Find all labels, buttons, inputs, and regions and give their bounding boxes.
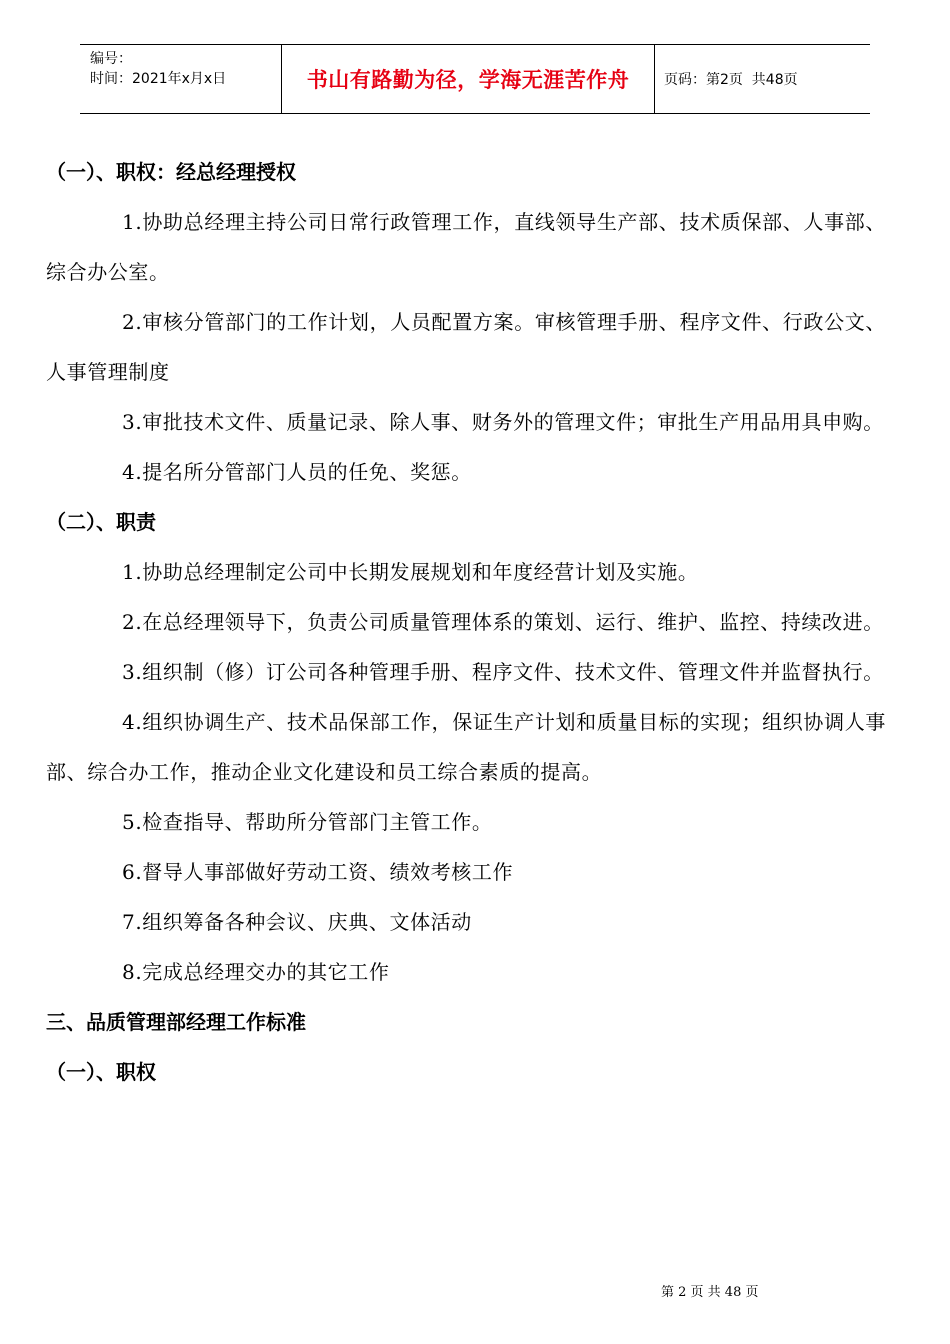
body-paragraph: 2.在总经理领导下，负责公司质量管理体系的策划、运行、维护、监控、持续改进。 bbox=[122, 610, 884, 634]
header-meta-cell bbox=[80, 45, 282, 113]
body-paragraph: 5.检查指导、帮助所分管部门主管工作。 bbox=[122, 810, 493, 834]
body-paragraph: 3.审批技术文件、质量记录、除人事、财务外的管理文件；审批生产用品用具申购。 bbox=[122, 410, 884, 434]
document-time-label: 时间：2021年x月x日 bbox=[90, 71, 227, 87]
body-paragraph: 1.协助总经理制定公司中长期发展规划和年度经营计划及实施。 bbox=[122, 560, 699, 584]
section-heading: （二）、职责 bbox=[46, 510, 156, 534]
body-paragraph: 4.提名所分管部门人员的任免、奖惩。 bbox=[122, 460, 472, 484]
header-motto-cell bbox=[282, 45, 655, 113]
page-footer: 第 2 页 共 48 页 bbox=[661, 1285, 759, 1300]
section-heading: （一）、职权：经总经理授权 bbox=[46, 160, 296, 184]
body-paragraph: 7.组织筹备各种会议、庆典、文体活动 bbox=[122, 910, 472, 934]
body-paragraph: 2.审核分管部门的工作计划，人员配置方案。审核管理手册、程序文件、行政公文、人事管理制度 bbox=[46, 310, 886, 384]
header-page-cell bbox=[655, 45, 870, 113]
header-motto: 书山有路勤为径，学海无涯苦作舟 bbox=[306, 68, 630, 92]
body-paragraph: 3.组织制（修）订公司各种管理手册、程序文件、技术文件、管理文件并监督执行。 bbox=[122, 660, 884, 684]
document-number-label: 编号： bbox=[90, 51, 132, 67]
body-paragraph: 4.组织协调生产、技术品保部工作，保证生产计划和质量目标的实现；组织协调人事部、综合办工作，推动企业文化建设和员工综合素质的提高。 bbox=[46, 710, 886, 784]
section-heading: 三、品质管理部经理工作标准 bbox=[46, 1010, 306, 1034]
document-body bbox=[46, 147, 886, 1097]
section-heading: （一）、职权 bbox=[46, 1060, 156, 1084]
body-paragraph: 1.协助总经理主持公司日常行政管理工作，直线领导生产部、技术质保部、人事部、综合办公室。 bbox=[46, 210, 886, 284]
document-header bbox=[80, 44, 870, 114]
body-paragraph: 8.完成总经理交办的其它工作 bbox=[122, 960, 390, 984]
header-page-info: 页码：第2页 共48页 bbox=[664, 72, 798, 88]
body-paragraph: 6.督导人事部做好劳动工资、绩效考核工作 bbox=[122, 860, 514, 884]
